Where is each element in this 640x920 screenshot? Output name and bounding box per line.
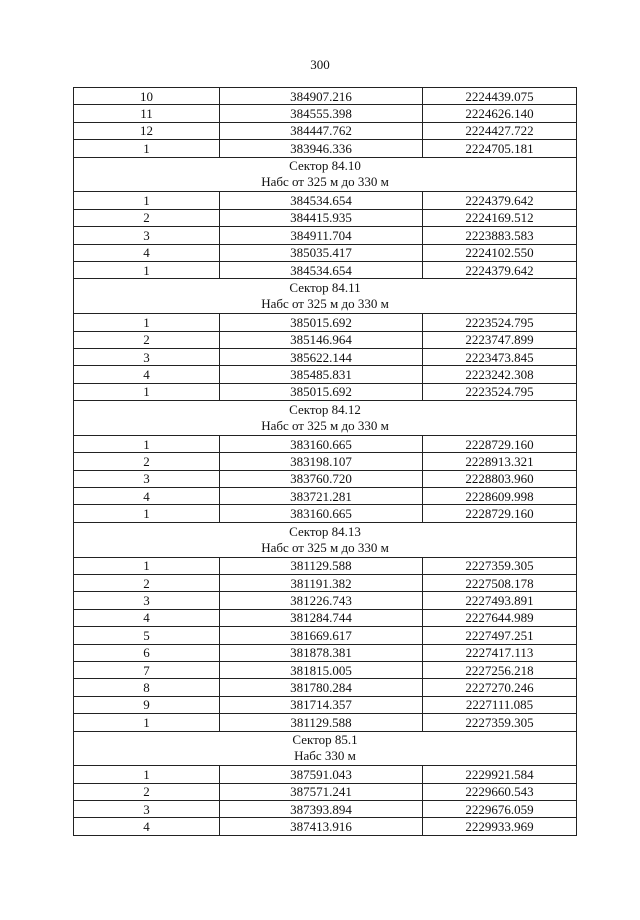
y-coordinate-cell: 2228803.960 xyxy=(423,470,577,487)
point-number-cell: 1 xyxy=(74,714,220,731)
point-number-cell: 2 xyxy=(74,575,220,592)
x-coordinate-cell: 381669.617 xyxy=(220,627,423,644)
sector-header xyxy=(74,522,577,557)
table-row xyxy=(74,575,577,592)
y-coordinate-cell: 2228729.160 xyxy=(423,435,577,452)
y-coordinate-cell: 2228729.160 xyxy=(423,505,577,522)
table-row xyxy=(74,714,577,731)
table-row xyxy=(74,348,577,365)
sector-title: Сектор 84.12 xyxy=(289,401,361,417)
x-coordinate-cell: 384555.398 xyxy=(220,105,423,122)
sector-title: Сектор 84.10 xyxy=(289,158,361,174)
point-number-cell: 8 xyxy=(74,679,220,696)
y-coordinate-cell: 2227256.218 xyxy=(423,661,577,678)
sector-header-row xyxy=(74,731,577,766)
sector-elevation: Набс от 325 м до 330 м xyxy=(261,174,389,190)
point-number-cell: 4 xyxy=(74,609,220,626)
y-coordinate-cell: 2227497.251 xyxy=(423,627,577,644)
sector-title: Сектор 84.11 xyxy=(289,280,361,296)
point-number-cell: 3 xyxy=(74,801,220,818)
x-coordinate-cell: 381284.744 xyxy=(220,609,423,626)
table-row xyxy=(74,766,577,783)
x-coordinate-cell: 385035.417 xyxy=(220,244,423,261)
x-coordinate-cell: 383160.665 xyxy=(220,435,423,452)
x-coordinate-cell: 384907.216 xyxy=(220,88,423,105)
point-number-cell: 9 xyxy=(74,696,220,713)
x-coordinate-cell: 381815.005 xyxy=(220,661,423,678)
x-coordinate-cell: 387591.043 xyxy=(220,766,423,783)
y-coordinate-cell: 2223524.795 xyxy=(423,314,577,331)
table-row xyxy=(74,331,577,348)
y-coordinate-cell: 2227359.305 xyxy=(423,557,577,574)
point-number-cell: 12 xyxy=(74,122,220,139)
sector-header-row xyxy=(74,401,577,436)
table-row xyxy=(74,644,577,661)
y-coordinate-cell: 2224626.140 xyxy=(423,105,577,122)
y-coordinate-cell: 2227111.085 xyxy=(423,696,577,713)
x-coordinate-cell: 385622.144 xyxy=(220,348,423,365)
table-row xyxy=(74,122,577,139)
table-row xyxy=(74,818,577,835)
sector-header xyxy=(74,157,577,192)
point-number-cell: 2 xyxy=(74,209,220,226)
x-coordinate-cell: 387571.241 xyxy=(220,783,423,800)
x-coordinate-cell: 384911.704 xyxy=(220,227,423,244)
coordinates-table-body xyxy=(74,88,577,836)
point-number-cell: 1 xyxy=(74,766,220,783)
point-number-cell: 4 xyxy=(74,488,220,505)
table-row xyxy=(74,609,577,626)
table-row xyxy=(74,801,577,818)
x-coordinate-cell: 385015.692 xyxy=(220,383,423,400)
sector-elevation: Набс от 325 м до 330 м xyxy=(261,417,389,433)
sector-title: Сектор 85.1 xyxy=(292,732,358,748)
point-number-cell: 3 xyxy=(74,470,220,487)
point-number-cell: 5 xyxy=(74,627,220,644)
sector-elevation: Набс от 325 м до 330 м xyxy=(261,539,389,555)
point-number-cell: 2 xyxy=(74,453,220,470)
y-coordinate-cell: 2224439.075 xyxy=(423,88,577,105)
sector-elevation: Набс от 325 м до 330 м xyxy=(261,296,389,312)
y-coordinate-cell: 2224379.642 xyxy=(423,192,577,209)
sector-title: Сектор 84.13 xyxy=(289,523,361,539)
x-coordinate-cell: 381226.743 xyxy=(220,592,423,609)
y-coordinate-cell: 2229933.969 xyxy=(423,818,577,835)
y-coordinate-cell: 2224102.550 xyxy=(423,244,577,261)
point-number-cell: 2 xyxy=(74,331,220,348)
point-number-cell: 1 xyxy=(74,192,220,209)
x-coordinate-cell: 381129.588 xyxy=(220,714,423,731)
y-coordinate-cell: 2224427.722 xyxy=(423,122,577,139)
table-row xyxy=(74,383,577,400)
x-coordinate-cell: 381191.382 xyxy=(220,575,423,592)
point-number-cell: 1 xyxy=(74,261,220,278)
table-row xyxy=(74,88,577,105)
x-coordinate-cell: 384534.654 xyxy=(220,192,423,209)
sector-header-row xyxy=(74,279,577,314)
table-row xyxy=(74,366,577,383)
point-number-cell: 11 xyxy=(74,105,220,122)
y-coordinate-cell: 2227417.113 xyxy=(423,644,577,661)
table-row xyxy=(74,140,577,157)
y-coordinate-cell: 2223883.583 xyxy=(423,227,577,244)
point-number-cell: 4 xyxy=(74,366,220,383)
table-row xyxy=(74,661,577,678)
point-number-cell: 1 xyxy=(74,314,220,331)
table-row xyxy=(74,627,577,644)
point-number-cell: 4 xyxy=(74,244,220,261)
table-row xyxy=(74,435,577,452)
table-row xyxy=(74,105,577,122)
table-row xyxy=(74,470,577,487)
point-number-cell: 10 xyxy=(74,88,220,105)
y-coordinate-cell: 2227644.989 xyxy=(423,609,577,626)
table-row xyxy=(74,453,577,470)
sector-header-row xyxy=(74,522,577,557)
x-coordinate-cell: 385015.692 xyxy=(220,314,423,331)
y-coordinate-cell: 2228609.998 xyxy=(423,488,577,505)
x-coordinate-cell: 381780.284 xyxy=(220,679,423,696)
y-coordinate-cell: 2223473.845 xyxy=(423,348,577,365)
y-coordinate-cell: 2227493.891 xyxy=(423,592,577,609)
x-coordinate-cell: 381129.588 xyxy=(220,557,423,574)
point-number-cell: 1 xyxy=(74,140,220,157)
point-number-cell: 2 xyxy=(74,783,220,800)
table-row xyxy=(74,261,577,278)
sector-header xyxy=(74,401,577,436)
x-coordinate-cell: 383160.665 xyxy=(220,505,423,522)
x-coordinate-cell: 381878.381 xyxy=(220,644,423,661)
x-coordinate-cell: 385146.964 xyxy=(220,331,423,348)
point-number-cell: 7 xyxy=(74,661,220,678)
y-coordinate-cell: 2228913.321 xyxy=(423,453,577,470)
table-row xyxy=(74,314,577,331)
x-coordinate-cell: 387413.916 xyxy=(220,818,423,835)
x-coordinate-cell: 385485.831 xyxy=(220,366,423,383)
table-row xyxy=(74,488,577,505)
sector-header-row xyxy=(74,157,577,192)
y-coordinate-cell: 2223524.795 xyxy=(423,383,577,400)
table-row xyxy=(74,696,577,713)
table-row xyxy=(74,783,577,800)
x-coordinate-cell: 381714.357 xyxy=(220,696,423,713)
point-number-cell: 1 xyxy=(74,557,220,574)
y-coordinate-cell: 2227359.305 xyxy=(423,714,577,731)
table-row xyxy=(74,244,577,261)
y-coordinate-cell: 2227270.246 xyxy=(423,679,577,696)
point-number-cell: 6 xyxy=(74,644,220,661)
sector-header xyxy=(74,279,577,314)
table-row xyxy=(74,227,577,244)
y-coordinate-cell: 2229921.584 xyxy=(423,766,577,783)
x-coordinate-cell: 383721.281 xyxy=(220,488,423,505)
point-number-cell: 1 xyxy=(74,505,220,522)
point-number-cell: 4 xyxy=(74,818,220,835)
point-number-cell: 3 xyxy=(74,227,220,244)
table-row xyxy=(74,592,577,609)
y-coordinate-cell: 2227508.178 xyxy=(423,575,577,592)
sector-header xyxy=(74,731,577,766)
y-coordinate-cell: 2224705.181 xyxy=(423,140,577,157)
sector-elevation: Набс 330 м xyxy=(294,748,356,764)
x-coordinate-cell: 384447.762 xyxy=(220,122,423,139)
table-row xyxy=(74,209,577,226)
table-row xyxy=(74,679,577,696)
y-coordinate-cell: 2224169.512 xyxy=(423,209,577,226)
y-coordinate-cell: 2223242.308 xyxy=(423,366,577,383)
y-coordinate-cell: 2229660.543 xyxy=(423,783,577,800)
x-coordinate-cell: 383946.336 xyxy=(220,140,423,157)
page-number: 300 xyxy=(310,57,330,72)
table-row xyxy=(74,505,577,522)
point-number-cell: 3 xyxy=(74,348,220,365)
y-coordinate-cell: 2224379.642 xyxy=(423,261,577,278)
table-row xyxy=(74,557,577,574)
point-number-cell: 1 xyxy=(74,383,220,400)
x-coordinate-cell: 387393.894 xyxy=(220,801,423,818)
coordinates-table xyxy=(73,87,577,836)
y-coordinate-cell: 2229676.059 xyxy=(423,801,577,818)
y-coordinate-cell: 2223747.899 xyxy=(423,331,577,348)
x-coordinate-cell: 383198.107 xyxy=(220,453,423,470)
x-coordinate-cell: 384415.935 xyxy=(220,209,423,226)
x-coordinate-cell: 384534.654 xyxy=(220,261,423,278)
x-coordinate-cell: 383760.720 xyxy=(220,470,423,487)
point-number-cell: 3 xyxy=(74,592,220,609)
point-number-cell: 1 xyxy=(74,435,220,452)
table-row xyxy=(74,192,577,209)
